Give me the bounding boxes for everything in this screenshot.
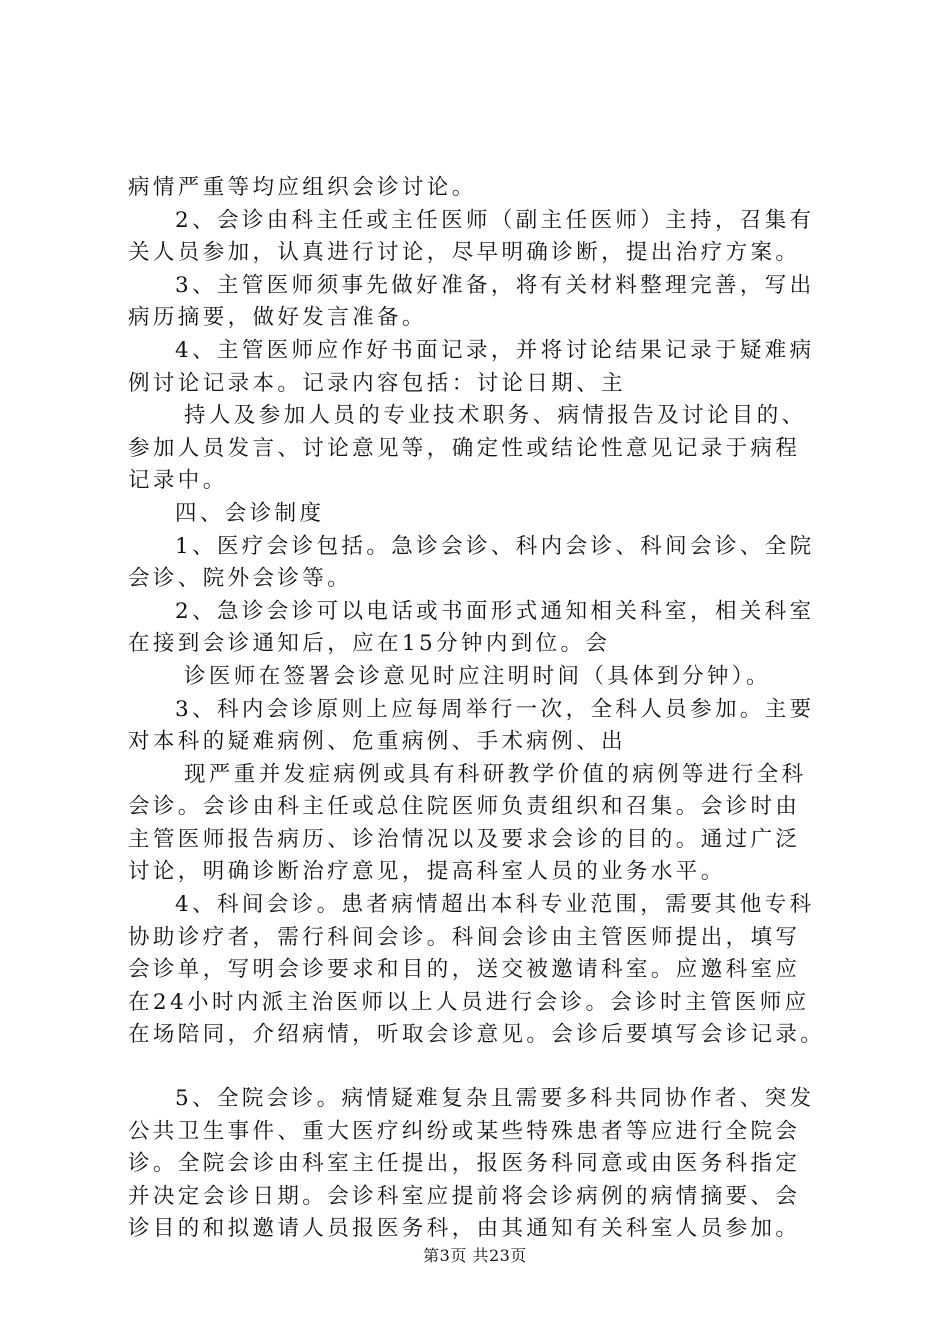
text-line: 公共卫生事件、重大医疗纠纷或某些特殊患者等应进行全院会 bbox=[128, 1118, 801, 1144]
text-line: 1、医疗会诊包括。急诊会诊、科内会诊、科间会诊、全院 bbox=[175, 533, 815, 559]
text-line: 讨论，明确诊断治疗意见，提高科室人员的业务水平。 bbox=[128, 859, 726, 885]
text-line: 对本科的疑难病例、危重病例、手术病例、出 bbox=[128, 729, 627, 755]
text-line: 病情严重等均应组织会诊讨论。 bbox=[128, 175, 477, 200]
text-line: 例讨论记录本。记录内容包括：讨论日期、主 bbox=[128, 370, 627, 396]
text-line: 并决定会诊日期。会诊科室应提前将会诊病例的病情摘要、会 bbox=[128, 1183, 801, 1209]
text-line: 诊目的和拟邀请人员报医务科，由其通知有关科室人员参加。 bbox=[128, 1216, 801, 1242]
text-line: 在接到会诊通知后，应在15分钟内到位。会 bbox=[128, 631, 611, 657]
text-line: 记录中。 bbox=[128, 468, 228, 494]
text-line: 2、急诊会诊可以电话或书面形式通知相关科室，相关科室 bbox=[175, 598, 815, 624]
text-line: 持人及参加人员的专业技术职务、病情报告及讨论目的、 bbox=[184, 403, 807, 429]
text-line: 会诊。会诊由科主任或总住院医师负责组织和召集。会诊时由 bbox=[128, 794, 801, 820]
text-line: 关人员参加，认真进行讨论，尽早明确诊断，提出治疗方案。 bbox=[128, 240, 801, 266]
text-line: 会诊、院外会诊等。 bbox=[128, 566, 353, 592]
text-line: 现严重并发症病例或具有科研教学价值的病例等进行全科 bbox=[184, 761, 807, 787]
text-line: 在24小时内派主治医师以上人员进行会诊。会诊时主管医师应 bbox=[128, 989, 810, 1015]
text-line: 4、科间会诊。患者病情超出本科专业范围，需要其他专科 bbox=[175, 892, 815, 918]
text-line: 在场陪同，介绍病情，听取会诊意见。会诊后要填写会诊记录。 bbox=[128, 1022, 826, 1048]
text-line: 4、主管医师应作好书面记录，并将讨论结果记录于疑难病 bbox=[175, 337, 815, 363]
page-number-footer: 第3页 共23页 bbox=[423, 1246, 527, 1265]
text-line: 参加人员发言、讨论意见等，确定性或结论性意见记录于病程 bbox=[128, 435, 801, 461]
paragraph-gap bbox=[128, 1052, 842, 1083]
text-line: 病历摘要，做好发言准备。 bbox=[128, 305, 427, 331]
text-line: 诊。全院会诊由科室主任提出，报医务科同意或由医务科指定 bbox=[128, 1151, 801, 1177]
text-line: 会诊单，写明会诊要求和目的，送交被邀请科室。应邀科室应 bbox=[128, 957, 801, 983]
section-heading: 四、会诊制度 bbox=[175, 500, 325, 526]
text-line: 5、全院会诊。病情疑难复杂且需要多科共同协作者、突发 bbox=[175, 1086, 815, 1112]
text-line: 协助诊疗者，需行科间会诊。科间会诊由主管医师提出，填写 bbox=[128, 924, 801, 950]
text-line: 诊医师在签署会诊意见时应注明时间（具体到分钟）。 bbox=[184, 663, 771, 689]
text-line: 2、会诊由科主任或主任医师（副主任医师）主持，召集有 bbox=[175, 207, 815, 233]
document-body bbox=[128, 172, 842, 1246]
text-line: 3、科内会诊原则上应每周举行一次，全科人员参加。主要 bbox=[175, 696, 815, 722]
text-line: 主管医师报告病历、诊治情况以及要求会诊的目的。通过广泛 bbox=[128, 826, 801, 852]
text-line: 3、主管医师须事先做好准备，将有关材料整理完善，写出 bbox=[175, 272, 815, 298]
